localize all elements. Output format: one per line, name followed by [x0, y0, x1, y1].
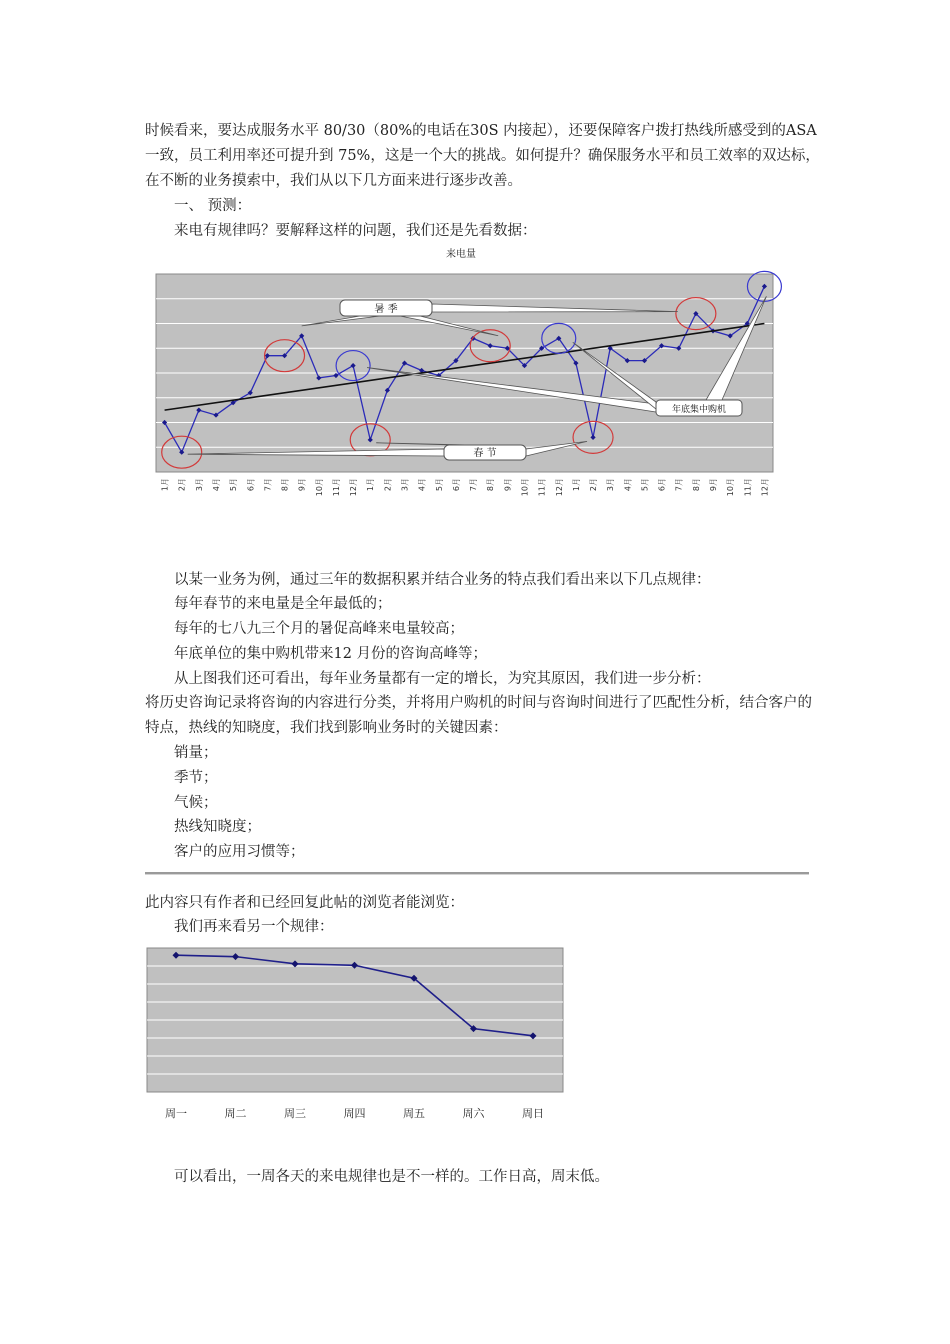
weekday-call-chart	[145, 945, 570, 1125]
x-tick-label: 11月	[537, 478, 547, 497]
x-tick-label: 12月	[349, 478, 359, 497]
body-text-line: 来电有规律吗？要解释这样的问题，我们还是先看数据：	[174, 223, 537, 239]
callout-label: 春 节	[473, 448, 497, 459]
x-tick-label: 周一	[165, 1107, 187, 1120]
list-item: 热线知晓度；	[174, 819, 261, 835]
body-text-line: 特点，热线的知晓度，我们找到影响业务时的关键因素：	[145, 720, 508, 736]
body-text-line: 以某一业务为例，通过三年的数据积累并结合业务的特点我们看出来以下几点规律：	[174, 572, 711, 588]
x-tick-label: 7月	[469, 478, 479, 492]
x-tick-label: 8月	[691, 478, 701, 492]
section-heading: 一、 预测：	[174, 198, 252, 214]
x-tick-label: 5月	[229, 478, 239, 492]
x-tick-label: 5月	[640, 478, 650, 492]
chart-title: 来电量	[446, 249, 476, 260]
divider	[145, 872, 809, 875]
x-tick-label: 10月	[314, 478, 324, 497]
x-tick-label: 2月	[177, 478, 187, 492]
x-tick-label: 周日	[522, 1107, 544, 1120]
body-text-line: 我们再来看另一个规律：	[174, 919, 334, 935]
body-text-line: 在不断的业务摸索中，我们从以下几方面来进行逐步改善。	[145, 173, 522, 189]
x-tick-label: 9月	[297, 478, 307, 492]
list-item: 年底单位的集中购机带来12 月份的咨询高峰等；	[174, 646, 488, 662]
x-tick-label: 周五	[403, 1107, 425, 1120]
list-item: 气候；	[174, 795, 218, 811]
x-tick-label: 9月	[503, 478, 513, 492]
x-tick-label: 3月	[606, 478, 616, 492]
x-tick-label: 10月	[726, 478, 736, 497]
callout-label: 年底集中购机	[671, 405, 727, 415]
list-item: 销量；	[174, 745, 218, 761]
x-tick-label: 1月	[571, 478, 581, 492]
x-tick-label: 周三	[284, 1107, 306, 1120]
x-tick-label: 11月	[331, 478, 341, 497]
x-tick-label: 2月	[589, 478, 599, 492]
body-text-line: 时候看来，要达成服务水平 80/30（80%的电话在30S 内接起），还要保障客户拨打热线所感受到的ASA	[145, 123, 817, 139]
list-item: 每年春节的来电量是全年最低的；	[174, 596, 392, 612]
x-tick-label: 6月	[246, 478, 256, 492]
x-tick-label: 周六	[462, 1107, 485, 1120]
x-tick-label: 4月	[623, 478, 633, 492]
body-text-line: 一致，员工利用率还可提升到 75%，这是一个大的挑战。如何提升？确保服务水平和员工效率的双达标，	[145, 148, 820, 164]
body-text-line: 可以看出，一周各天的来电规律也是不一样的。工作日高，周末低。	[174, 1169, 609, 1185]
x-tick-label: 8月	[486, 478, 496, 492]
list-item: 客户的应用习惯等；	[174, 844, 305, 860]
x-tick-label: 2月	[383, 478, 393, 492]
list-item: 每年的七八九三个月的暑促高峰来电量较高；	[174, 621, 464, 637]
x-tick-label: 4月	[211, 478, 221, 492]
x-tick-label: 10月	[520, 478, 530, 497]
x-tick-label: 6月	[657, 478, 667, 492]
call-volume-chart	[148, 244, 788, 512]
body-text-line: 此内容只有作者和已经回复此帖的浏览者能浏览：	[145, 895, 464, 911]
x-tick-label: 4月	[417, 478, 427, 492]
x-tick-label: 1月	[366, 478, 376, 492]
x-tick-label: 8月	[280, 478, 290, 492]
x-tick-label: 周四	[343, 1107, 366, 1120]
x-tick-label: 1月	[160, 478, 170, 492]
x-tick-label: 7月	[263, 478, 273, 492]
x-tick-label: 6月	[451, 478, 461, 492]
x-tick-label: 9月	[709, 478, 719, 492]
x-tick-label: 12月	[554, 478, 564, 497]
x-tick-label: 12月	[760, 478, 770, 497]
callout-label: 暑 季	[374, 304, 398, 315]
x-tick-label: 7月	[674, 478, 684, 492]
x-tick-label: 周二	[224, 1107, 247, 1120]
x-tick-label: 11月	[743, 478, 753, 497]
x-tick-label: 5月	[434, 478, 444, 492]
body-text-line: 从上图我们还可看出，每年业务量都有一定的增长，为究其原因，我们进一步分析：	[174, 671, 711, 687]
body-text-line: 将历史咨询记录将咨询的内容进行分类，并将用户购机的时间与咨询时间进行了匹配性分析，结合客户的	[145, 695, 812, 711]
x-tick-label: 3月	[194, 478, 204, 492]
x-tick-label: 3月	[400, 478, 410, 492]
list-item: 季节；	[174, 770, 218, 786]
